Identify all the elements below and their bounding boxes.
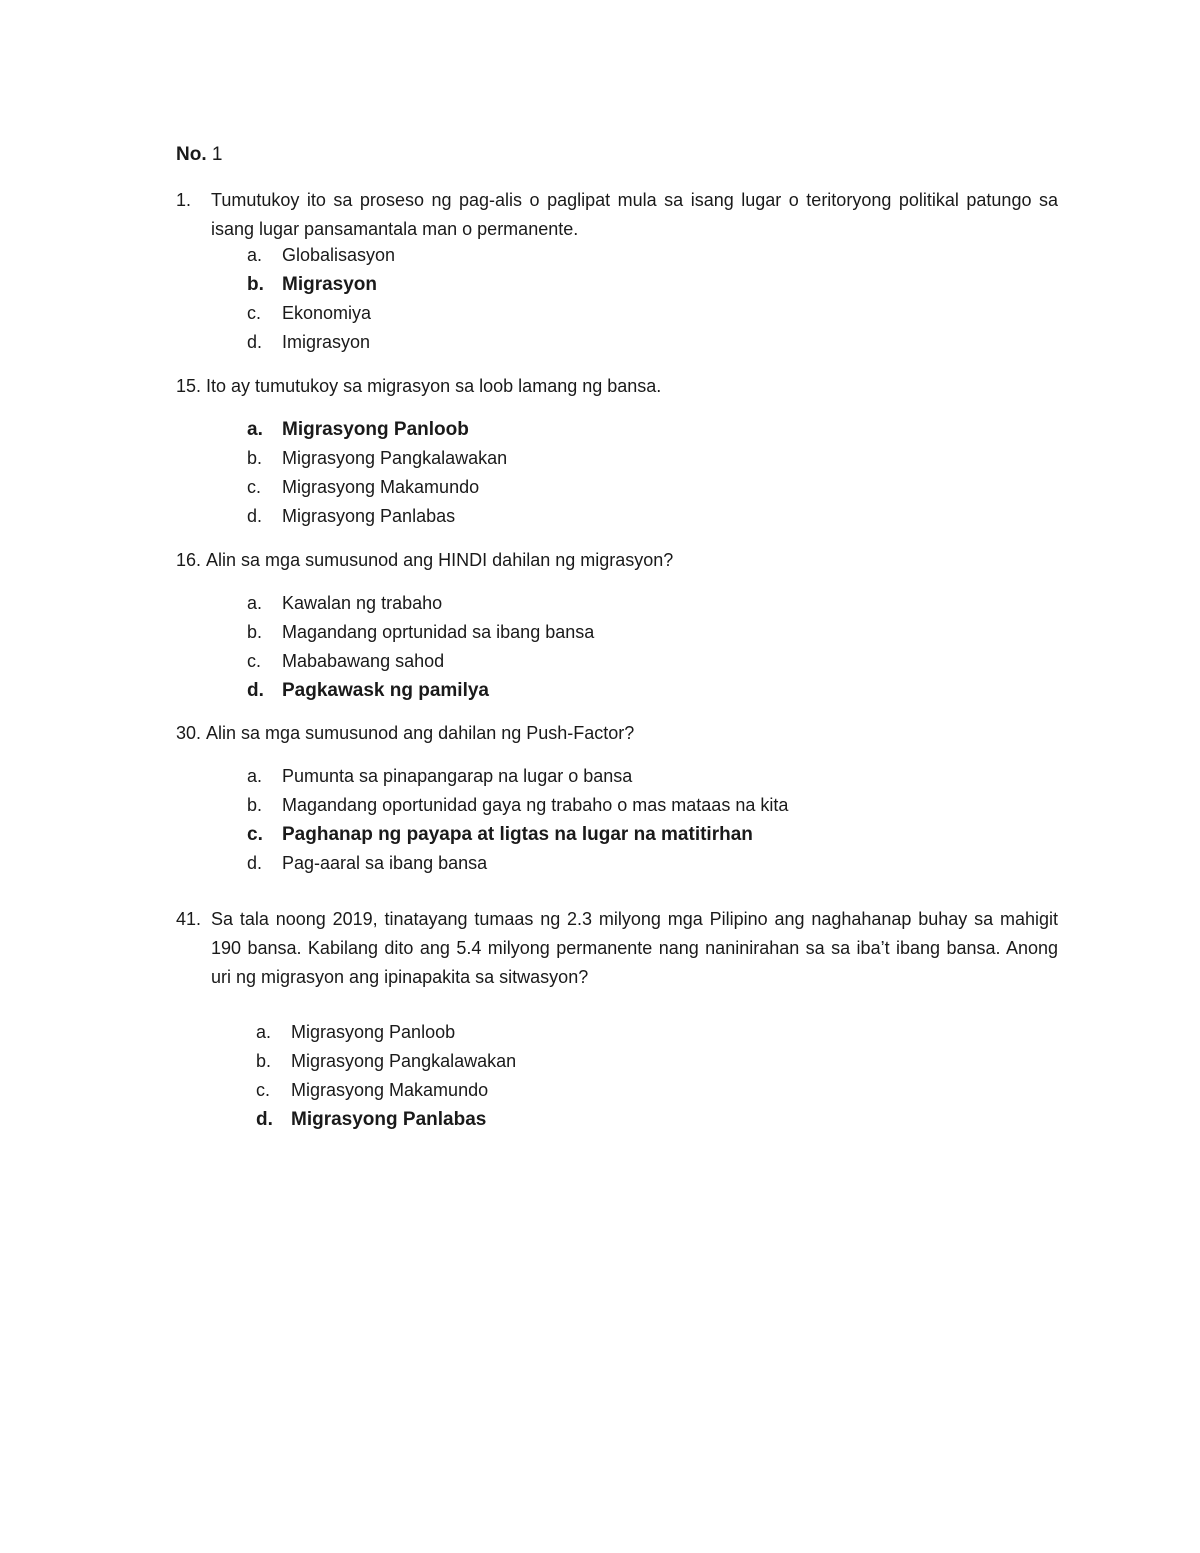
option-text: Globalisasyon xyxy=(282,245,396,265)
option-letter: a. xyxy=(247,766,263,786)
question-30 xyxy=(176,719,1058,748)
question-number: 16. xyxy=(176,550,202,570)
option-text: Pag-aaral sa ibang bansa xyxy=(282,853,488,873)
question-number: 15. xyxy=(176,376,202,396)
option-letter: c. xyxy=(247,824,263,845)
question-41 xyxy=(176,905,1058,992)
question-line xyxy=(176,546,1058,575)
option-letter: d. xyxy=(247,853,263,873)
question-number: 41. xyxy=(176,909,202,929)
question-1 xyxy=(176,186,1058,244)
option-text: Migrasyong Panlabas xyxy=(282,506,456,526)
option-letter: b. xyxy=(247,622,263,642)
option-text: Migrasyong Panloob xyxy=(291,1022,456,1042)
title-prefix: No. xyxy=(176,144,207,165)
option-text: Magandang oprtunidad sa ibang bansa xyxy=(282,622,595,642)
question-text: Alin sa mga sumusunod ang dahilan ng Push-Factor? xyxy=(206,723,635,743)
option-text: Mababawang sahod xyxy=(282,651,445,671)
question-text: Ito ay tumutukoy sa migrasyon sa loob lamang ng bansa. xyxy=(206,376,662,396)
option-letter: a. xyxy=(247,245,263,265)
question-line xyxy=(176,719,1058,748)
option-text: Magandang oportunidad gaya ng trabaho o mas mataas na kita xyxy=(282,795,789,815)
option-text: Migrasyong Panlabas xyxy=(291,1109,487,1130)
question-line xyxy=(176,372,1058,401)
question-number: 30. xyxy=(176,723,202,743)
option-text: Migrasyong Pangkalawakan xyxy=(291,1051,517,1071)
title-number: 1 xyxy=(211,144,223,165)
option-text: Migrasyong Makamundo xyxy=(291,1080,489,1100)
option-text: Imigrasyon xyxy=(282,332,371,352)
option-letter: c. xyxy=(247,477,262,497)
option-text: Paghanap ng payapa at ligtas na lugar na matitirhan xyxy=(282,824,753,845)
option-text: Migrasyong Panloob xyxy=(282,419,469,440)
option-letter: d. xyxy=(247,506,263,526)
option-letter: c. xyxy=(247,303,262,323)
option-letter: d. xyxy=(256,1109,273,1130)
option-letter: a. xyxy=(256,1022,272,1042)
option-text: Migrasyon xyxy=(282,274,378,295)
option-text: Kawalan ng trabaho xyxy=(282,593,443,613)
question-number: 1. xyxy=(176,190,192,210)
question-text: Alin sa mga sumusunod ang HINDI dahilan ng migrasyon? xyxy=(206,550,674,570)
question-15 xyxy=(176,372,1058,401)
option-text: Pagkawask ng pamilya xyxy=(282,680,489,701)
option-letter: a. xyxy=(247,419,263,440)
option-letter: b. xyxy=(247,795,263,815)
option-letter: b. xyxy=(256,1051,272,1071)
option-letter: c. xyxy=(247,651,262,671)
option-letter: d. xyxy=(247,332,263,352)
option-letter: b. xyxy=(247,448,263,468)
question-16 xyxy=(176,546,1058,575)
question-text: Sa tala noong 2019, tinatayang tumaas ng 2.3 milyong mga Pilipino ang naghahanap buhay sa mahigit 190 bansa. Kabilang dito ang 5.4 milyong permanente nang naninirahan sa sa iba’t ibang bansa. Anong uri ng migrasyon ang ipinapakita sa sitwasyon? xyxy=(211,909,1058,987)
option-letter: d. xyxy=(247,680,264,701)
option-letter: a. xyxy=(247,593,263,613)
option-text: Pumunta sa pinapangarap na lugar o bansa xyxy=(282,766,633,786)
option-text: Migrasyong Makamundo xyxy=(282,477,480,497)
question-text: Tumutukoy ito sa proseso ng pag-alis o paglipat mula sa isang lugar o teritoryong politikal patungo sa isang lugar pansamantala man o permanente. xyxy=(211,190,1058,239)
document-title xyxy=(176,143,222,167)
option-letter: b. xyxy=(247,274,264,295)
option-letter: c. xyxy=(256,1080,271,1100)
option-text: Ekonomiya xyxy=(282,303,372,323)
option-text: Migrasyong Pangkalawakan xyxy=(282,448,508,468)
